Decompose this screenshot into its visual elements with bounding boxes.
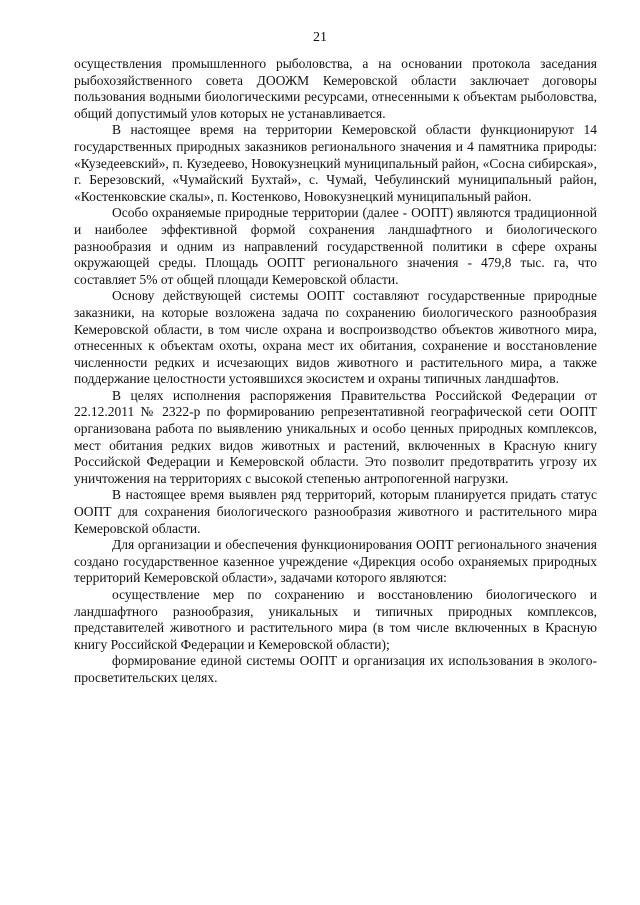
paragraph-system-basis: Основу действующей системы ООПТ составляют государственные природные заказники, на которые возложена задача по сохранению биологического разнообразия Кемеровской области, в том числе охрана и воспроизводство объектов животного мира, отнесенных к объектам охоты, охрана мест их обитания, сохранение и восстановление численности редких и исчезающих видов животного и растительного мира, а также поддержание целостности устоявшихся экосистем и охраны типичных ландшафтов.	[74, 288, 597, 387]
paragraph-reserves-count: В настоящее время на территории Кемеровской области функционируют 14 государственных природных заказников регионального значения и 4 памятника природы: «Кузедеевский», п. Кузедеево, Новокузнецкий муниципальный район, «Сосна сибирская», г. Березовский, «Чумайский Бухтай», с. Чумай, Чебулинский муниципальный район, «Костенковские скалы», п. Костенково, Новокузнецкий муниципальный район.	[74, 122, 597, 204]
paragraph-government-order: В целях исполнения распоряжения Правительства Российской Федерации от 22.12.2011 № 2322-р по формированию репрезентативной географической сети ООПТ организована работа по выявлению уникальных и особо ценных природных комплексов, мест обитания редких видов животных и растений, включенных в Красную книгу Российской Федерации и Кемеровской области. Это позволит предотвратить угрозу их уничтожения на территориях с высокой степенью антропогенной нагрузки.	[74, 387, 597, 486]
paragraph-new-territories: В настоящее время выявлен ряд территорий, которым планируется придать статус ООПТ для сохранения биологического разнообразия животного и растительного мира Кемеровской области.	[74, 487, 597, 536]
paragraph-directorate: Для организации и обеспечения функционирования ООПТ регионального значения создано государственное казенное учреждение «Дирекция особо охраняемых природных территорий Кемеровской области», задачами которого являются:	[74, 537, 597, 586]
list-item-conservation: осуществление мер по сохранению и восстановлению биологического и ландшафтного разнообразия, уникальных и типичных природных комплексов, представителей животного и растительного мира (в том числе включенных в Красную книгу Российской Федерации и Кемеровской области);	[74, 587, 597, 652]
paragraph-fishing-continuation: осуществления промышленного рыболовства, а на основании протокола заседания рыбохозяйственного совета ДООЖМ Кемеровской области заключает договоры пользования водными биологическими ресурсами, отнесенными к объектам рыболовства, общий допустимый улов которых не устанавливается.	[74, 56, 597, 121]
paragraph-oopt-definition: Особо охраняемые природные территории (далее - ООПТ) являются традиционной и наиболее эффективной формой сохранения ландшафтного и биологического разнообразия и одним из направлений государственной политики в сфере охраны окружающей среды. Площадь ООПТ регионального значения - 479,8 тыс. га, что составляет 5% от общей площади Кемеровской области.	[74, 205, 597, 287]
page-body	[74, 56, 597, 687]
list-item-unified-system: формирование единой системы ООПТ и организация их использования в эколого-просветительских целях.	[74, 653, 597, 685]
page-number: 21	[313, 30, 327, 45]
